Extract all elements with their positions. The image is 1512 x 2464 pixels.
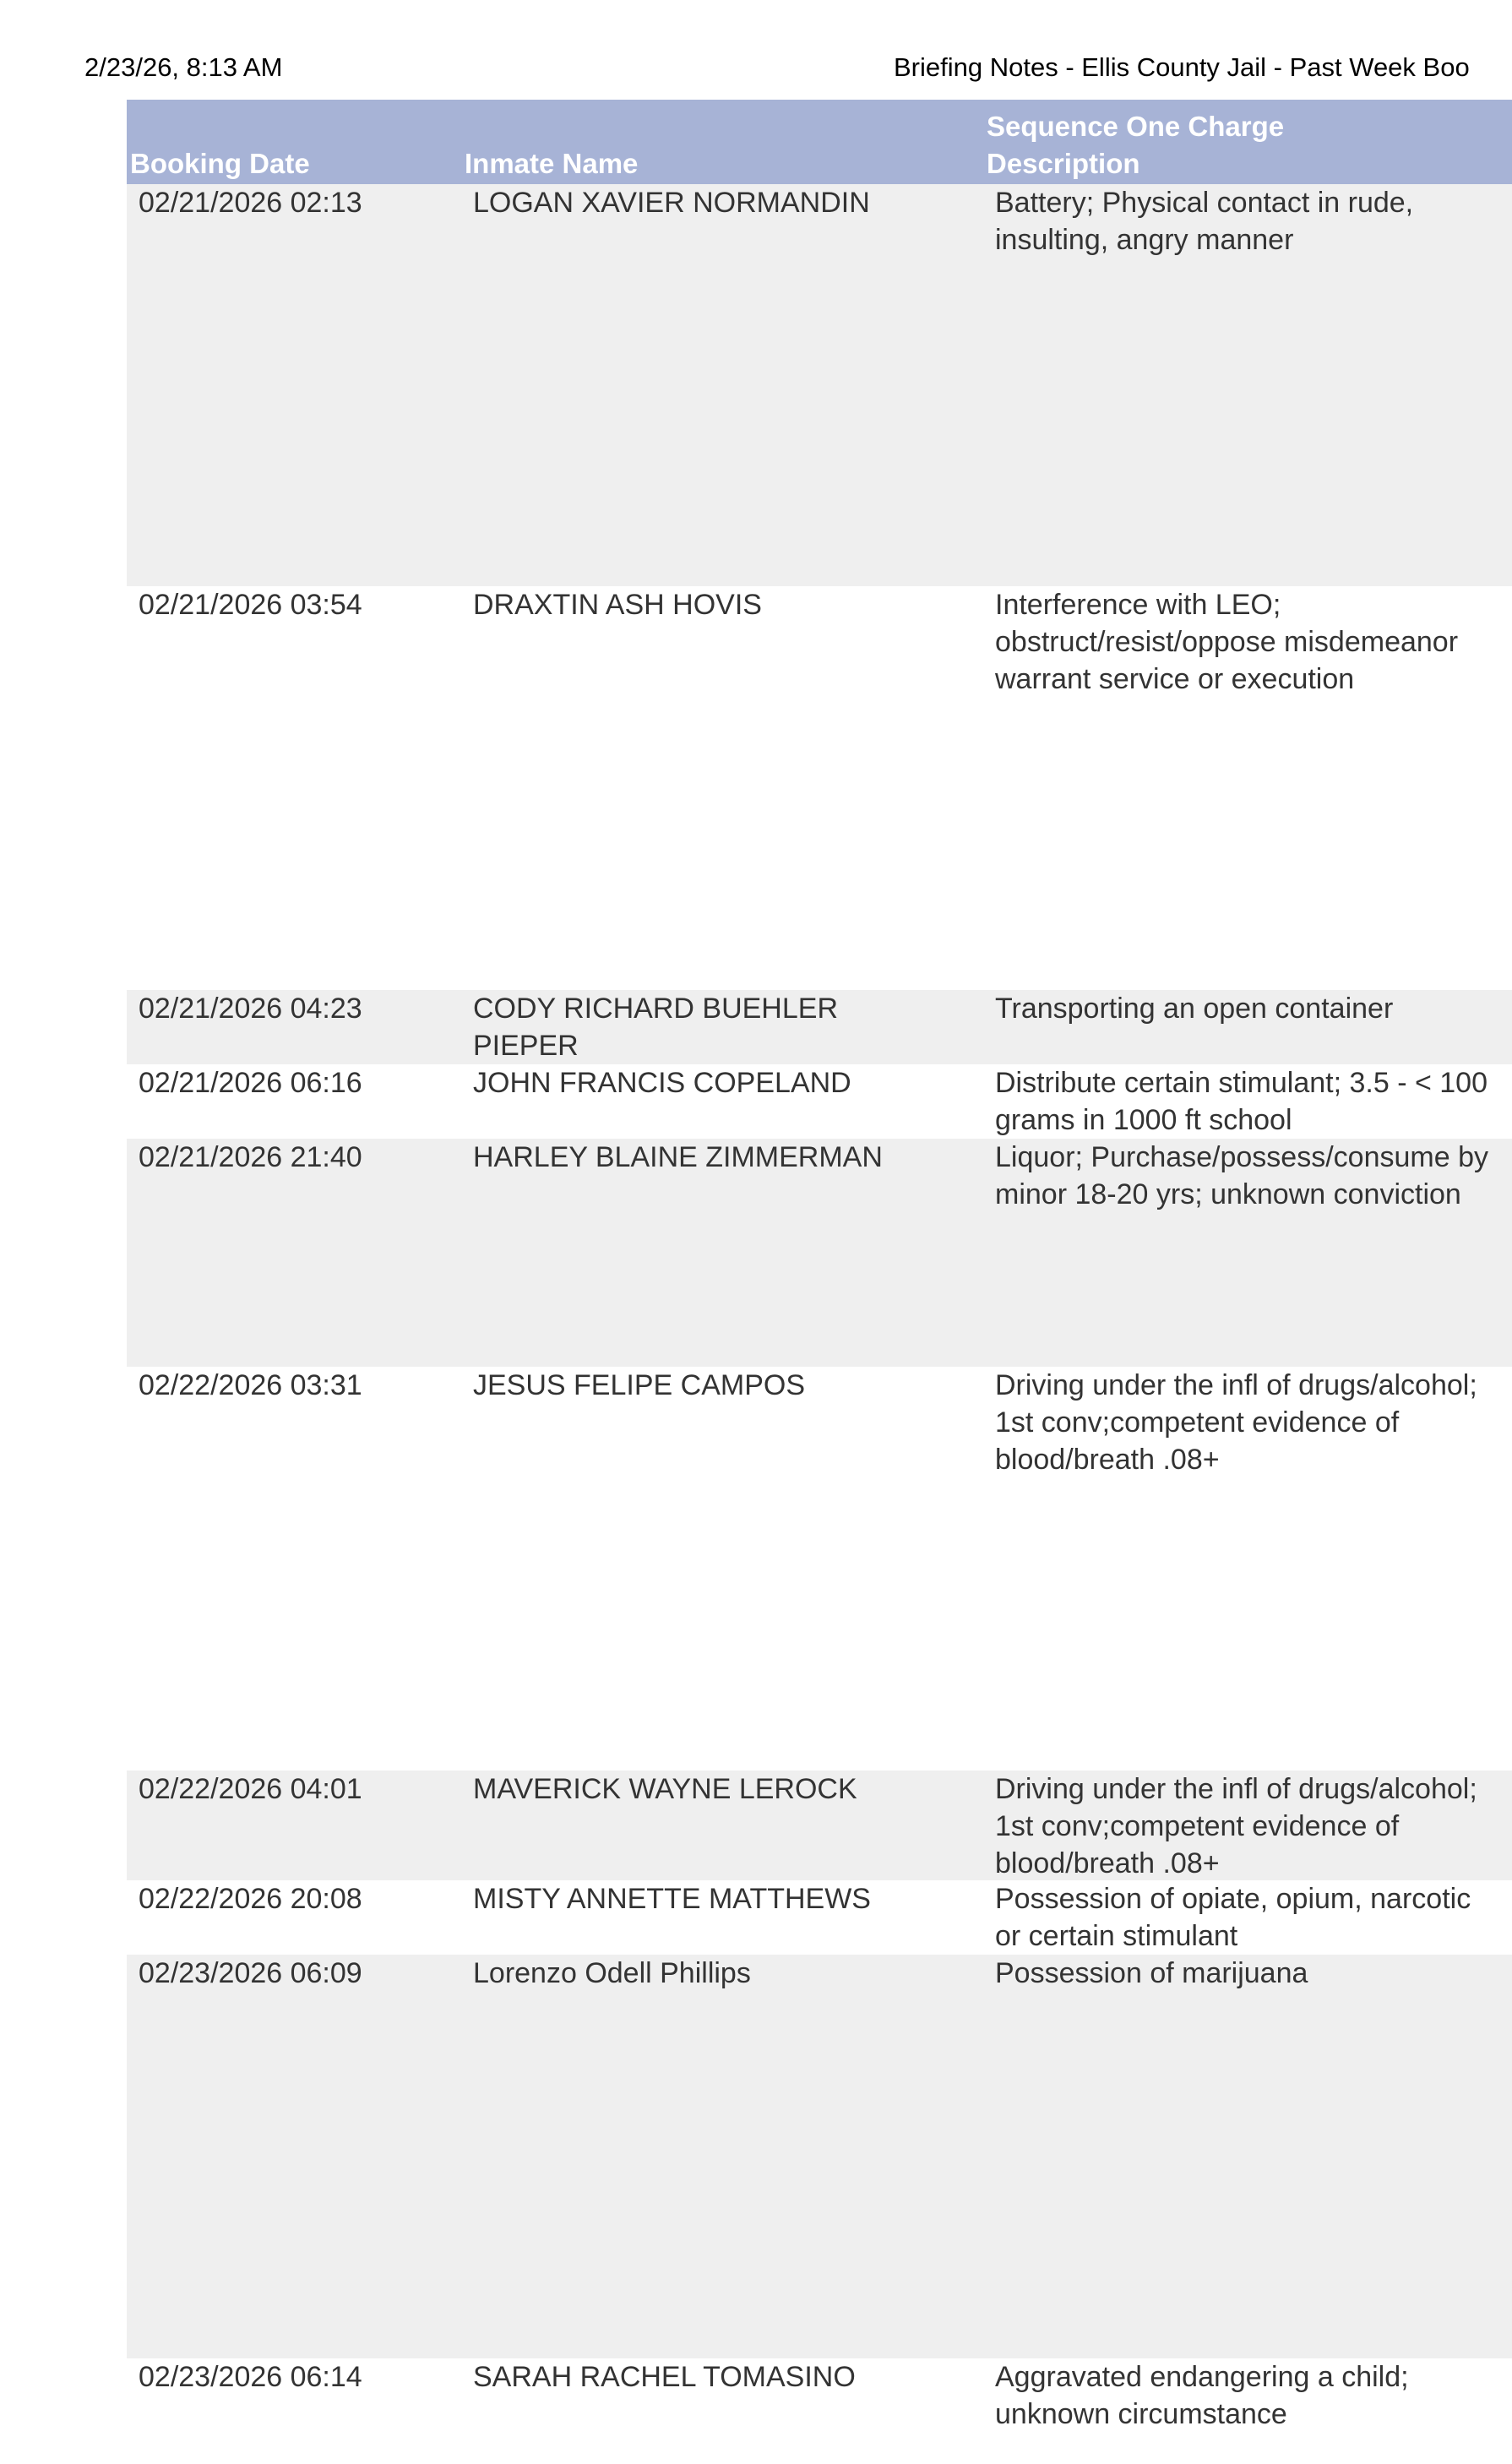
booking-table	[127, 100, 1512, 2436]
charge-description-cell: Battery; Physical contact in rude, insulting, angry manner	[995, 187, 1414, 256]
table-row	[127, 1955, 1512, 2358]
inmate-name-cell: HARLEY BLAINE ZIMMERMAN	[473, 1141, 883, 1173]
inmate-name-cell: CODY RICHARD BUEHLER PIEPER	[473, 993, 839, 1062]
charge-description-cell: Distribute certain stimulant; 3.5 - < 100 grams in 1000 ft school	[995, 1067, 1488, 1136]
table-row	[127, 990, 1512, 1064]
inmate-name-cell: JESUS FELIPE CAMPOS	[473, 1369, 805, 1401]
table-row	[127, 1064, 1512, 1139]
charge-description-cell: Transporting an open container	[995, 993, 1394, 1025]
table-row	[127, 184, 1512, 586]
print-datetime: 2/23/26, 8:13 AM	[84, 52, 283, 82]
booking-date-cell: 02/22/2026 04:01	[139, 1773, 362, 1805]
column-header-inmate-name: Inmate Name	[465, 148, 639, 179]
booking-date-cell: 02/21/2026 03:54	[139, 589, 362, 621]
inmate-name-cell: JOHN FRANCIS COPELAND	[473, 1067, 851, 1099]
booking-date-cell: 02/23/2026 06:14	[139, 2361, 362, 2393]
charge-description-cell: Interference with LEO; obstruct/resist/oppose misdemeanor warrant service or execution	[995, 589, 1459, 695]
booking-date-cell: 02/21/2026 21:40	[139, 1141, 362, 1173]
booking-date-cell: 02/22/2026 03:31	[139, 1369, 362, 1401]
charge-description-cell: Aggravated endangering a child; unknown circumstance	[995, 2361, 1409, 2430]
inmate-name-cell: SARAH RACHEL TOMASINO	[473, 2361, 856, 2393]
booking-date-cell: 02/21/2026 04:23	[139, 993, 362, 1025]
booking-date-cell: 02/22/2026 20:08	[139, 1883, 362, 1915]
inmate-name-cell: LOGAN XAVIER NORMANDIN	[473, 187, 870, 219]
table-header-row	[127, 100, 1512, 184]
inmate-name-cell: Lorenzo Odell Phillips	[473, 1957, 751, 1989]
inmate-name-cell: MAVERICK WAYNE LEROCK	[473, 1773, 857, 1805]
column-header-booking-date: Booking Date	[130, 148, 310, 179]
print-page-title: Briefing Notes - Ellis County Jail - Past Week Boo	[894, 52, 1470, 82]
inmate-name-cell: MISTY ANNETTE MATTHEWS	[473, 1883, 871, 1915]
table-row	[127, 1880, 1512, 1955]
booking-date-cell: 02/23/2026 06:09	[139, 1957, 362, 1989]
table-body	[127, 184, 1512, 2436]
column-header-charge-description: Sequence One Charge Description	[987, 111, 1285, 179]
inmate-name-cell: DRAXTIN ASH HOVIS	[473, 589, 762, 621]
booking-date-cell: 02/21/2026 02:13	[139, 187, 362, 219]
charge-description-cell: Liquor; Purchase/possess/consume by minor 18-20 yrs; unknown conviction	[995, 1141, 1488, 1210]
table-row	[127, 1367, 1512, 1770]
table-row	[127, 586, 1512, 990]
charge-description-cell: Possession of opiate, opium, narcotic or certain stimulant	[995, 1883, 1471, 1952]
print-header	[0, 52, 1512, 90]
booking-date-cell: 02/21/2026 06:16	[139, 1067, 362, 1099]
charge-description-cell: Driving under the infl of drugs/alcohol; 1st conv;competent evidence of blood/breath .08+	[995, 1369, 1477, 1476]
table-row	[127, 1770, 1512, 1880]
charge-description-cell: Driving under the infl of drugs/alcohol; 1st conv;competent evidence of blood/breath .08+	[995, 1773, 1477, 1879]
table-row	[127, 2358, 1512, 2436]
charge-description-cell: Possession of marijuana	[995, 1957, 1308, 1989]
table-row	[127, 1139, 1512, 1367]
